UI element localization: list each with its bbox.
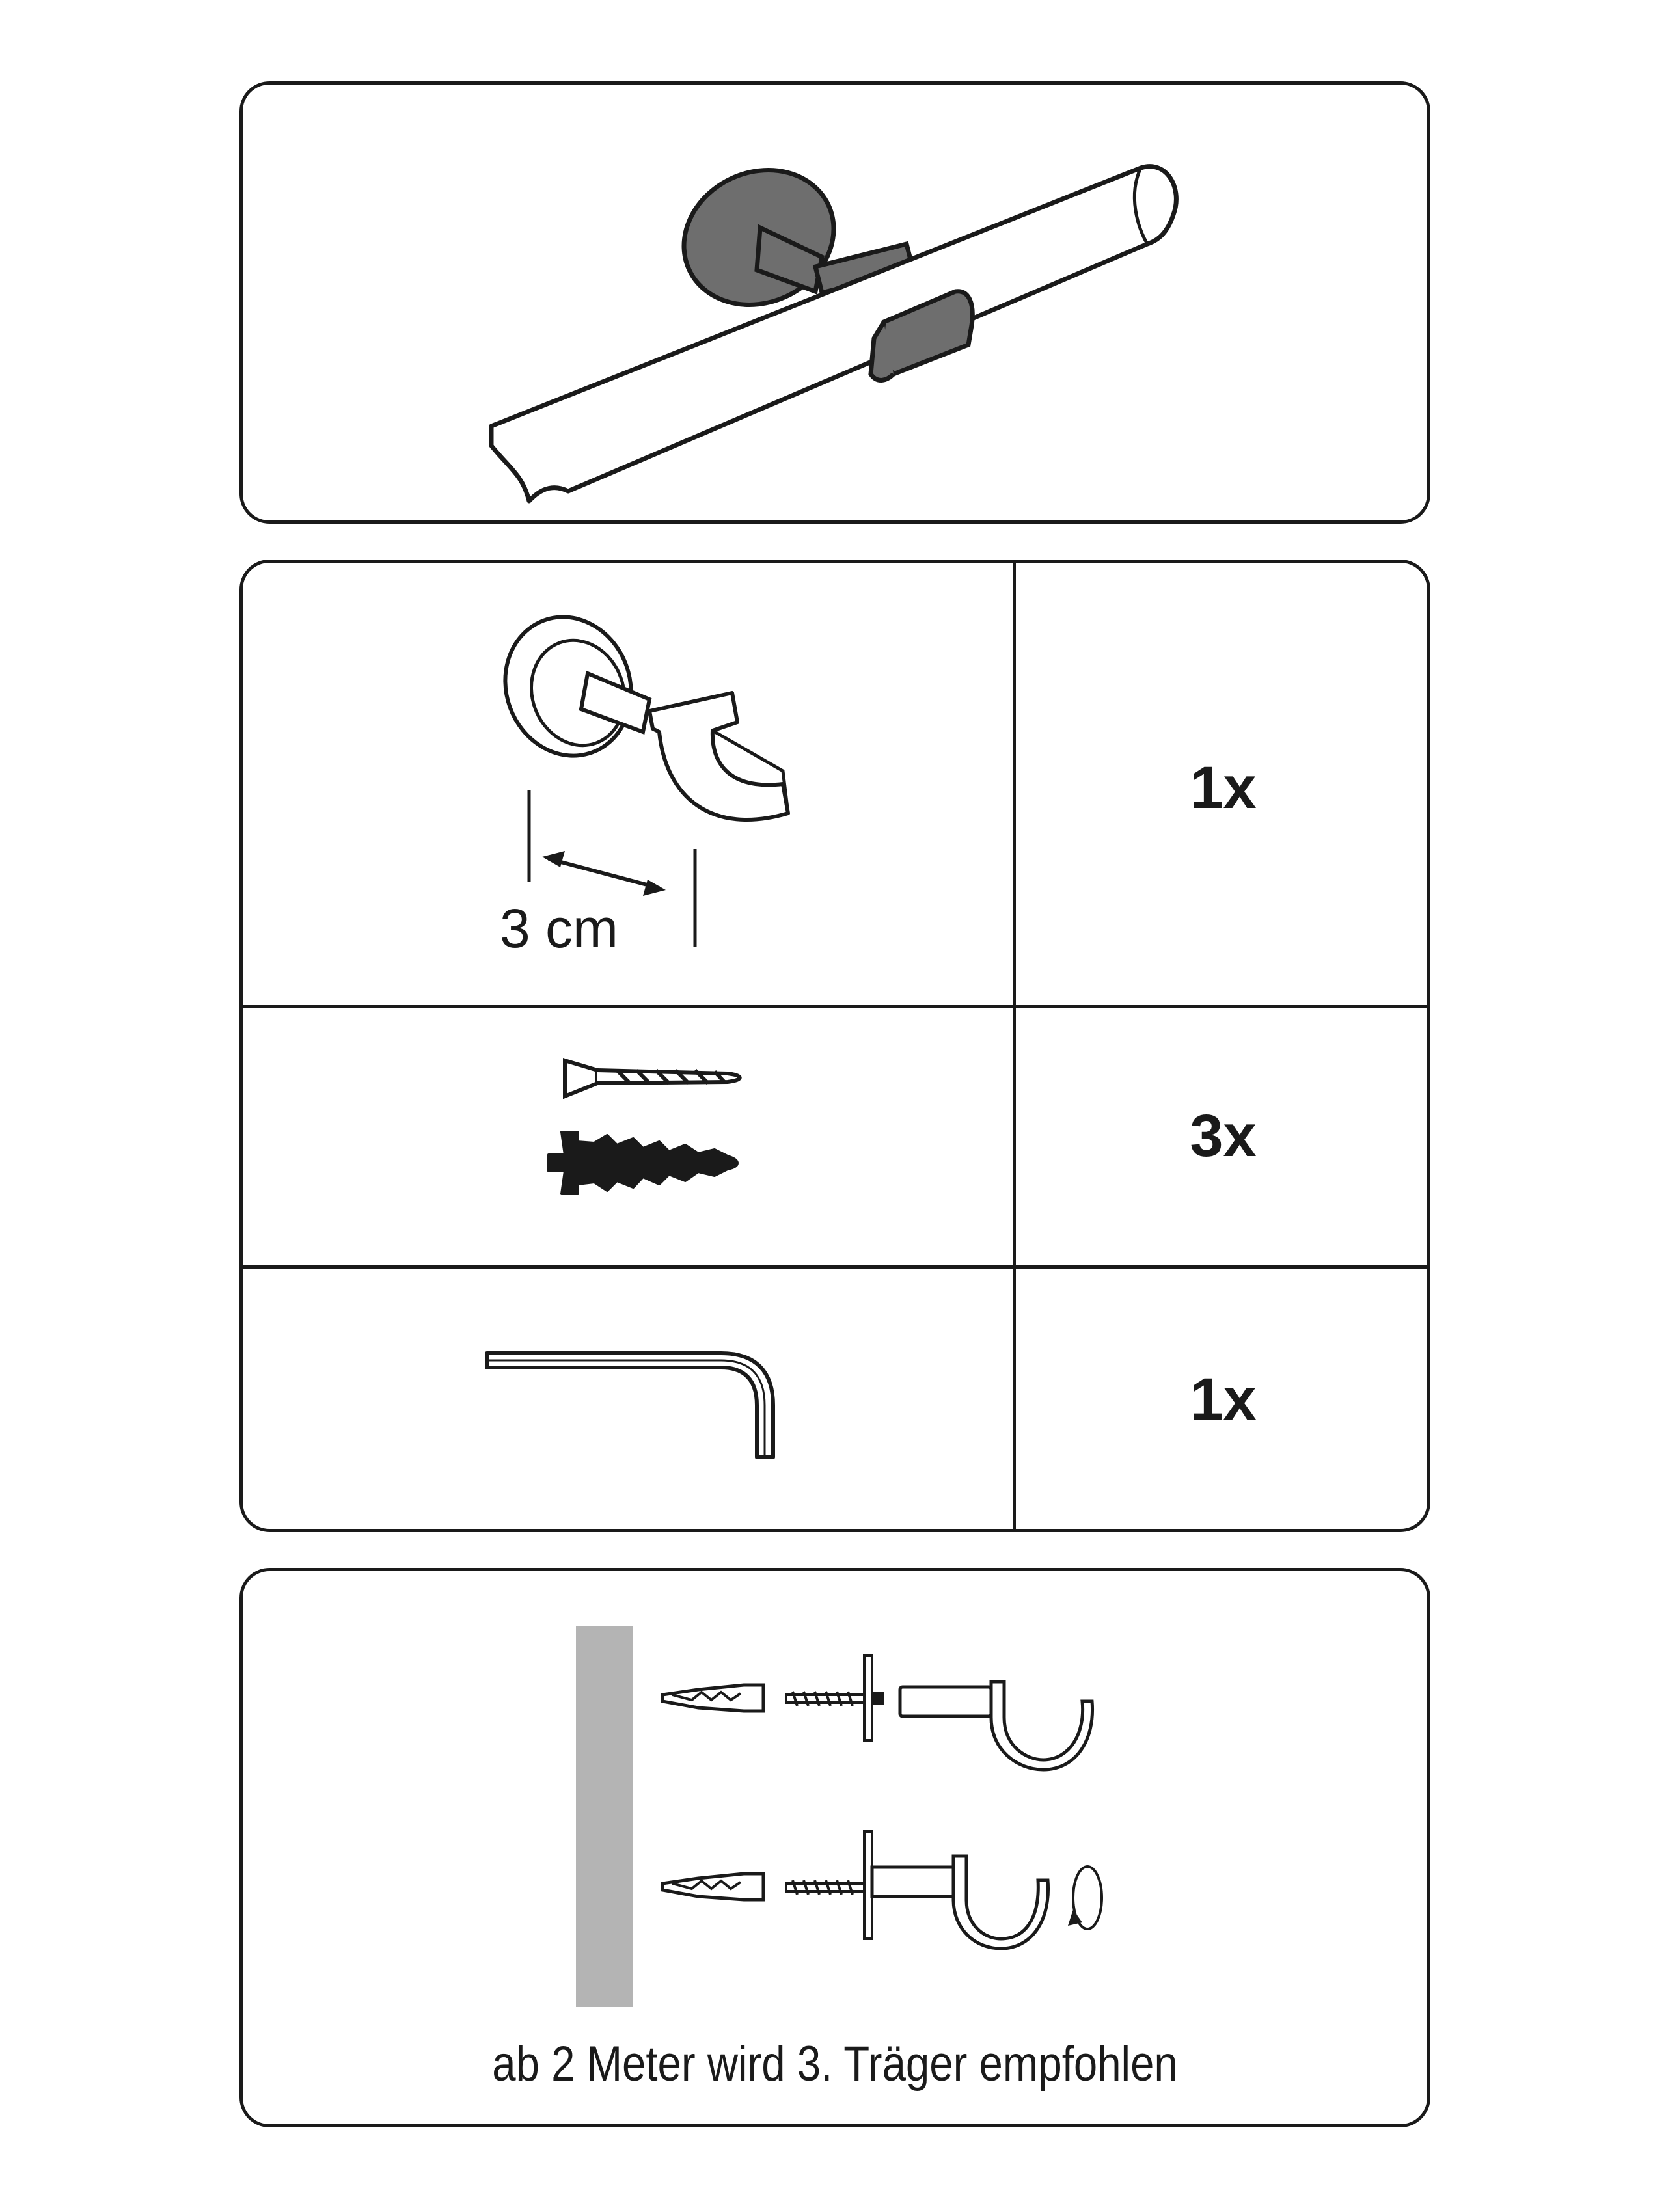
parts-list-panel xyxy=(239,560,1430,1532)
screws-quantity: 3x xyxy=(1190,1103,1257,1169)
installation-step-1 xyxy=(662,1656,1093,1770)
dimension-label: 3 cm xyxy=(500,898,619,959)
installation-panel xyxy=(239,1568,1430,2127)
installation-note: ab 2 Meter wird 3. Träger empfohlen xyxy=(492,2036,1178,2092)
curtain-rod-assembly-icon xyxy=(243,85,1430,524)
installation-step-2 xyxy=(662,1831,1102,1949)
bracket-icon xyxy=(243,563,1013,1005)
product-illustration-panel xyxy=(239,81,1430,524)
allen-key-quantity: 1x xyxy=(1190,1366,1257,1433)
wall-plug-icon xyxy=(243,1005,1013,1265)
bracket-quantity: 1x xyxy=(1190,755,1257,821)
rotate-icon xyxy=(1068,1867,1102,1929)
allen-key-icon xyxy=(243,1269,1013,1532)
wall xyxy=(576,1626,633,2007)
